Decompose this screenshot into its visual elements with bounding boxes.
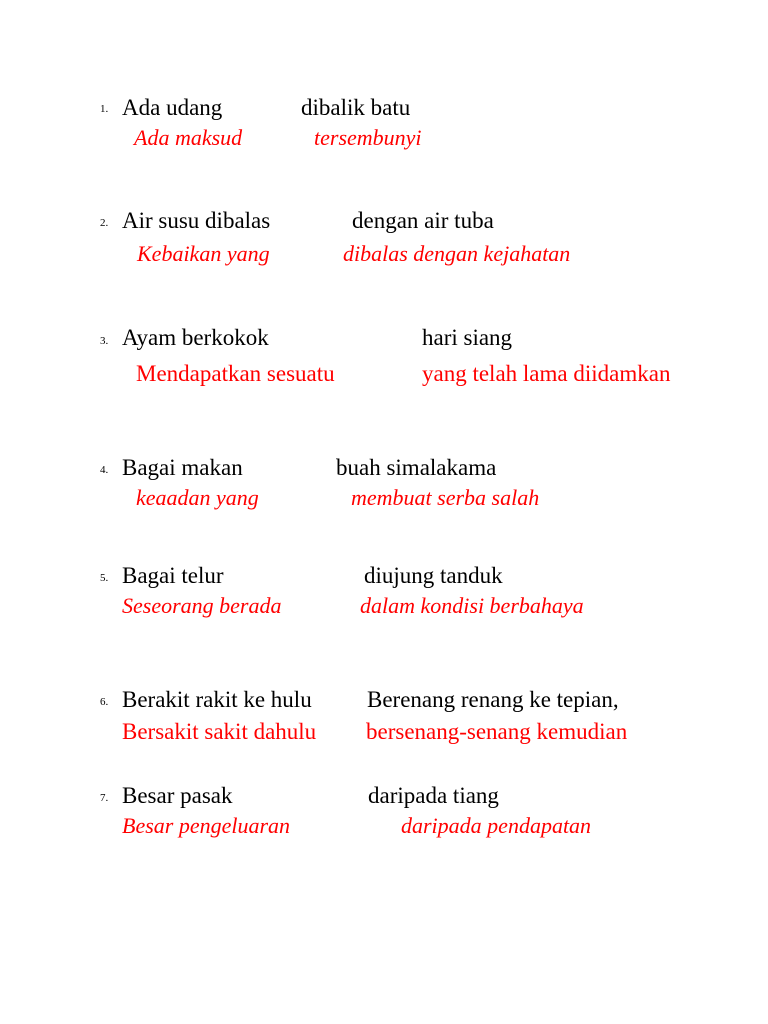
meaning-part-1: Bersakit sakit dahulu — [122, 719, 317, 744]
proverb-part-2: dengan air tuba — [352, 208, 494, 233]
meaning-part-1: Ada maksud — [134, 125, 243, 150]
proverb-part-1: Ada udang — [122, 95, 223, 120]
meaning-part-2: membuat serba salah — [351, 485, 540, 510]
item-number: 4. — [100, 464, 109, 476]
meaning-part-1: Besar pengeluaran — [122, 813, 291, 838]
item-number: 3. — [100, 335, 109, 347]
proverb-part-2: daripada tiang — [368, 783, 499, 808]
item-number: 7. — [100, 792, 109, 804]
meaning-part-2: tersembunyi — [314, 125, 422, 150]
proverb-part-1: Ayam berkokok — [122, 325, 269, 350]
item-number: 5. — [100, 572, 109, 584]
meaning-part-2: dibalas dengan kejahatan — [343, 241, 571, 266]
meaning-part-2: daripada pendapatan — [401, 813, 592, 838]
item-number: 6. — [100, 696, 109, 708]
proverb-part-1: Air susu dibalas — [122, 208, 271, 233]
proverb-part-1: Bagai makan — [122, 455, 243, 480]
proverb-part-1: Besar pasak — [122, 783, 233, 808]
proverb-part-2: buah simalakama — [336, 455, 497, 480]
meaning-part-1: Mendapatkan sesuatu — [136, 361, 335, 386]
meaning-part-2: dalam kondisi berbahaya — [360, 593, 584, 618]
proverb-part-2: hari siang — [422, 325, 513, 350]
item-number: 2. — [100, 217, 109, 229]
proverb-part-2: diujung tanduk — [364, 563, 503, 588]
meaning-part-1: keaadan yang — [136, 485, 259, 510]
proverb-part-2: Berenang renang ke tepian, — [367, 687, 619, 712]
proverb-part-2: dibalik batu — [301, 95, 411, 120]
proverb-part-1: Berakit rakit ke hulu — [122, 687, 312, 712]
meaning-part-1: Seseorang berada — [122, 593, 282, 618]
item-number: 1. — [100, 103, 109, 115]
meaning-part-2: yang telah lama diidamkan — [422, 361, 671, 386]
proverb-part-1: Bagai telur — [122, 563, 224, 588]
meaning-part-1: Kebaikan yang — [137, 241, 270, 266]
meaning-part-2: bersenang-senang kemudian — [366, 719, 628, 744]
